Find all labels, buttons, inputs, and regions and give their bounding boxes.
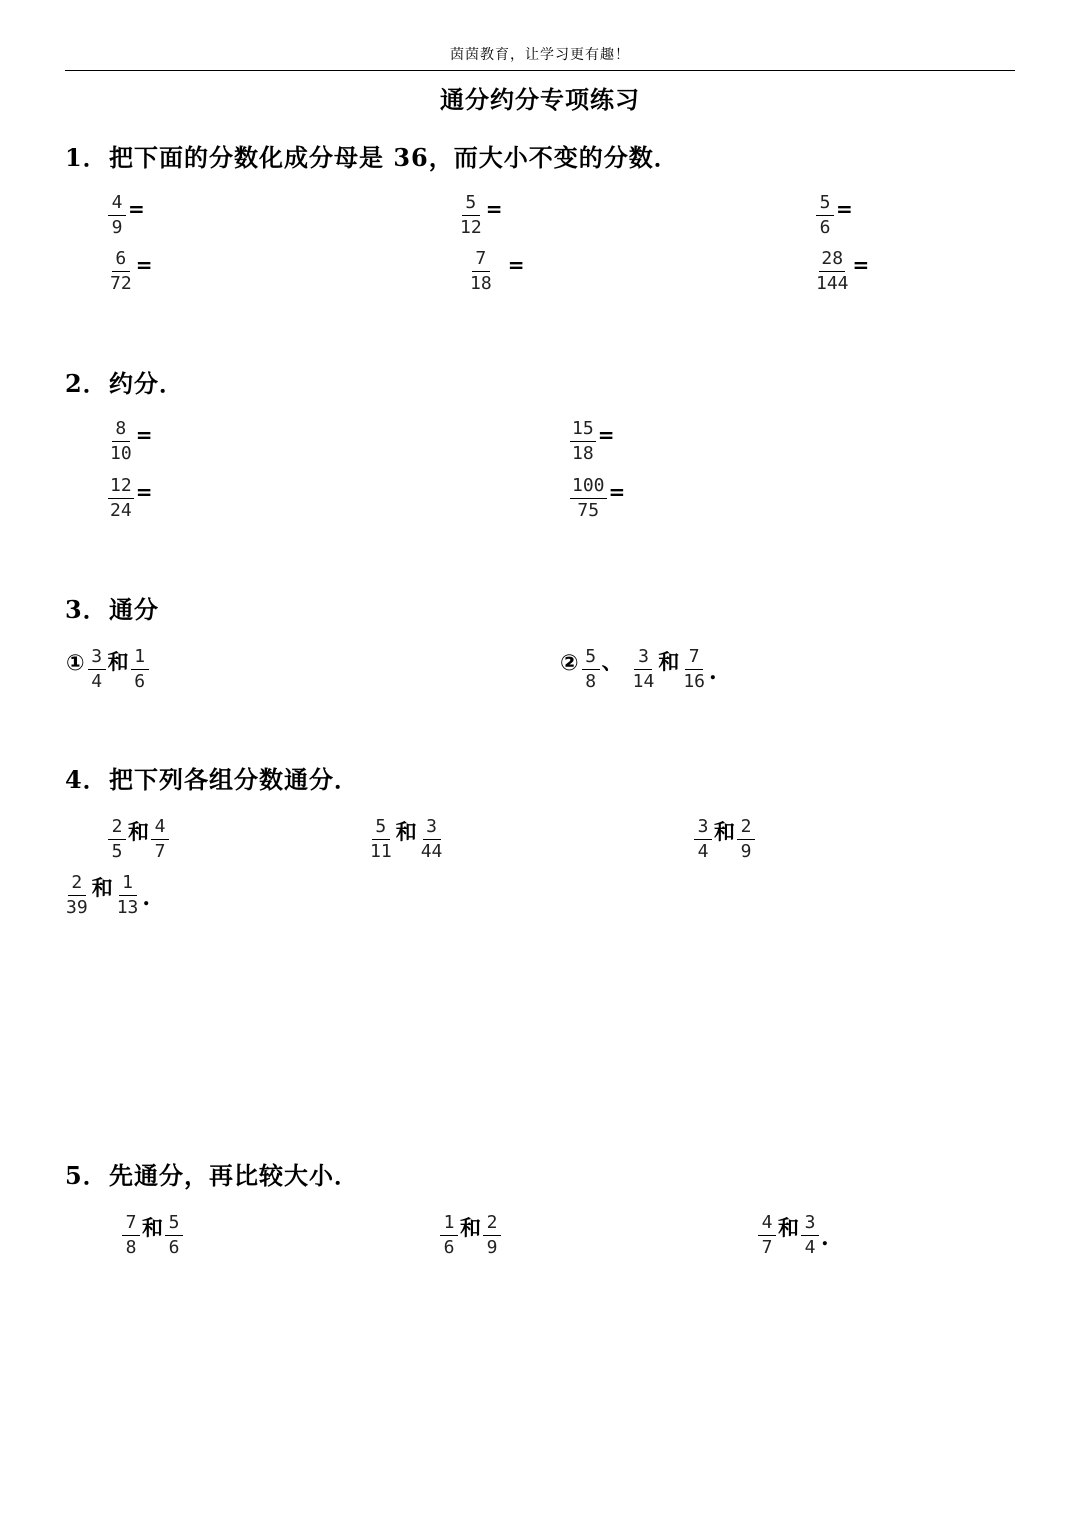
fraction <box>582 645 600 692</box>
denominator: 11 <box>370 840 392 862</box>
fraction <box>468 250 494 293</box>
fraction <box>570 477 607 520</box>
end-period: . <box>142 885 151 911</box>
fraction <box>115 871 141 918</box>
question-number: 3． <box>65 595 108 624</box>
end-period: . <box>709 659 717 685</box>
denominator: 9 <box>740 840 752 862</box>
fraction <box>737 815 755 862</box>
fraction-pair-item <box>66 646 149 692</box>
question-3-heading <box>65 590 159 625</box>
fraction <box>694 815 712 862</box>
conjunction: 和 <box>128 819 149 844</box>
fraction <box>681 645 707 692</box>
denominator: 8 <box>125 1236 137 1258</box>
fraction-item <box>108 194 145 237</box>
denominator: 16 <box>683 670 706 692</box>
end-period: . <box>821 1225 829 1251</box>
conjunction: 和 <box>142 1215 163 1240</box>
fraction-item <box>816 194 853 237</box>
fraction <box>88 645 106 692</box>
numerator: 6 <box>112 250 130 272</box>
fraction <box>108 815 126 862</box>
document-title: 通分约分专项练习 <box>440 85 640 114</box>
fraction-item <box>570 477 625 520</box>
fraction-item <box>814 250 869 293</box>
denominator: 5 <box>111 840 123 862</box>
fraction-item <box>570 420 614 463</box>
fraction <box>758 1211 776 1258</box>
fraction <box>151 815 169 862</box>
question-1-heading <box>65 138 679 173</box>
numerator: 3 <box>88 648 106 670</box>
denominator: 7 <box>154 840 166 862</box>
numerator: 1 <box>119 874 137 896</box>
equals-sign: = <box>608 479 626 504</box>
fraction-pair-item <box>758 1212 829 1258</box>
question-number: 5． <box>65 1161 108 1190</box>
fraction <box>483 1211 501 1258</box>
numerator: 4 <box>108 194 126 216</box>
numerator: 2 <box>737 818 755 840</box>
numerator: 5 <box>165 1214 183 1236</box>
question-number: 4． <box>65 765 108 794</box>
denominator: 6 <box>819 217 831 238</box>
numerator: 2 <box>108 818 126 840</box>
question-prompt: 约分． <box>109 369 184 398</box>
denominator: 7 <box>761 1236 773 1258</box>
fraction <box>108 250 134 293</box>
denominator: 8 <box>585 670 597 692</box>
separator: 、 <box>601 649 623 674</box>
fraction-triple-item <box>560 646 717 692</box>
numerator: 100 <box>570 477 607 499</box>
denominator: 14 <box>632 670 655 692</box>
question-prompt: 先通分，再比较大小． <box>109 1161 359 1190</box>
fraction-pair-item <box>694 816 755 862</box>
equals-sign: = <box>485 196 503 221</box>
fraction <box>801 1211 819 1258</box>
fraction <box>131 645 149 692</box>
item-marker: ① <box>66 650 85 676</box>
numerator: 5 <box>582 648 600 670</box>
question-4-heading <box>65 760 359 795</box>
fraction-item <box>108 420 152 463</box>
equals-sign: = <box>135 252 153 277</box>
denominator: 18 <box>470 273 492 294</box>
numerator: 5 <box>462 194 480 216</box>
denominator: 13 <box>116 896 139 918</box>
denominator: 6 <box>443 1236 455 1258</box>
fraction-item <box>458 194 502 237</box>
fraction-item <box>108 477 152 520</box>
numerator: 5 <box>816 194 834 216</box>
denominator: 4 <box>91 670 103 692</box>
numerator: 2 <box>68 874 86 896</box>
numerator: 2 <box>483 1214 501 1236</box>
question-2-heading <box>65 364 184 399</box>
fraction <box>570 420 596 463</box>
equals-sign: = <box>597 422 615 447</box>
fraction-item <box>468 250 524 293</box>
fraction <box>419 815 445 862</box>
fraction <box>108 194 126 237</box>
fraction <box>108 420 134 463</box>
question-prompt: 把下列各组分数通分． <box>109 765 359 794</box>
conjunction: 和 <box>778 1215 799 1240</box>
denominator: 12 <box>460 217 482 238</box>
conjunction: 和 <box>460 1215 481 1240</box>
fraction-pair-item <box>108 816 169 862</box>
fraction <box>64 871 90 918</box>
numerator: 7 <box>122 1214 140 1236</box>
fraction <box>108 477 134 520</box>
question-5-heading <box>65 1156 359 1191</box>
denominator: 75 <box>577 500 600 521</box>
numerator: 12 <box>108 477 134 499</box>
question-number: 1． <box>65 143 108 172</box>
conjunction: 和 <box>91 875 113 900</box>
fraction <box>368 815 394 862</box>
conjunction: 和 <box>658 649 680 674</box>
numerator: 15 <box>570 420 596 442</box>
numerator: 5 <box>372 818 390 840</box>
conjunction: 和 <box>395 819 417 844</box>
fraction-pair-item <box>122 1212 183 1258</box>
fraction <box>458 194 484 237</box>
denominator: 4 <box>697 840 709 862</box>
numerator: 3 <box>694 818 712 840</box>
equals-sign: = <box>507 252 525 277</box>
numerator: 1 <box>131 648 149 670</box>
numerator: 3 <box>634 648 652 670</box>
numerator: 4 <box>758 1214 776 1236</box>
denominator: 10 <box>110 443 132 464</box>
denominator: 44 <box>420 840 443 862</box>
header-divider <box>65 70 1015 71</box>
conjunction: 和 <box>107 649 129 674</box>
equals-sign: = <box>852 252 870 277</box>
equals-sign: = <box>135 422 153 447</box>
numerator: 3 <box>423 818 441 840</box>
fraction-pair-item <box>440 1212 501 1258</box>
numerator: 4 <box>151 818 169 840</box>
numerator: 3 <box>801 1214 819 1236</box>
equals-sign: = <box>836 196 853 221</box>
question-prompt: 通分 <box>109 595 159 624</box>
numerator: 7 <box>472 250 490 272</box>
denominator: 72 <box>110 273 132 294</box>
fraction <box>814 250 851 293</box>
numerator: 28 <box>819 250 845 272</box>
denominator: 144 <box>816 273 849 294</box>
denominator: 9 <box>111 217 123 238</box>
page-header-text: 茵茵教育，让学习更有趣！ <box>450 47 630 63</box>
numerator: 7 <box>685 648 703 670</box>
fraction <box>440 1211 458 1258</box>
numerator: 1 <box>440 1214 458 1236</box>
fraction <box>122 1211 140 1258</box>
denominator: 24 <box>110 500 132 521</box>
equals-sign: = <box>135 479 153 504</box>
question-prompt: 把下面的分数化成分母是 36，而大小不变的分数． <box>109 143 679 172</box>
fraction <box>165 1211 183 1258</box>
denominator: 6 <box>168 1236 180 1258</box>
item-marker: ② <box>560 650 579 676</box>
fraction-pair-item <box>368 816 444 862</box>
denominator: 39 <box>66 896 88 918</box>
fraction <box>816 194 834 237</box>
equals-sign: = <box>128 196 145 221</box>
fraction-item <box>108 250 152 293</box>
denominator: 9 <box>486 1236 498 1258</box>
denominator: 18 <box>572 443 594 464</box>
denominator: 4 <box>804 1236 816 1258</box>
fraction <box>631 645 657 692</box>
question-number: 2． <box>65 369 108 398</box>
conjunction: 和 <box>714 819 735 844</box>
denominator: 6 <box>134 670 146 692</box>
numerator: 8 <box>112 420 130 442</box>
fraction-pair-item <box>64 872 150 918</box>
